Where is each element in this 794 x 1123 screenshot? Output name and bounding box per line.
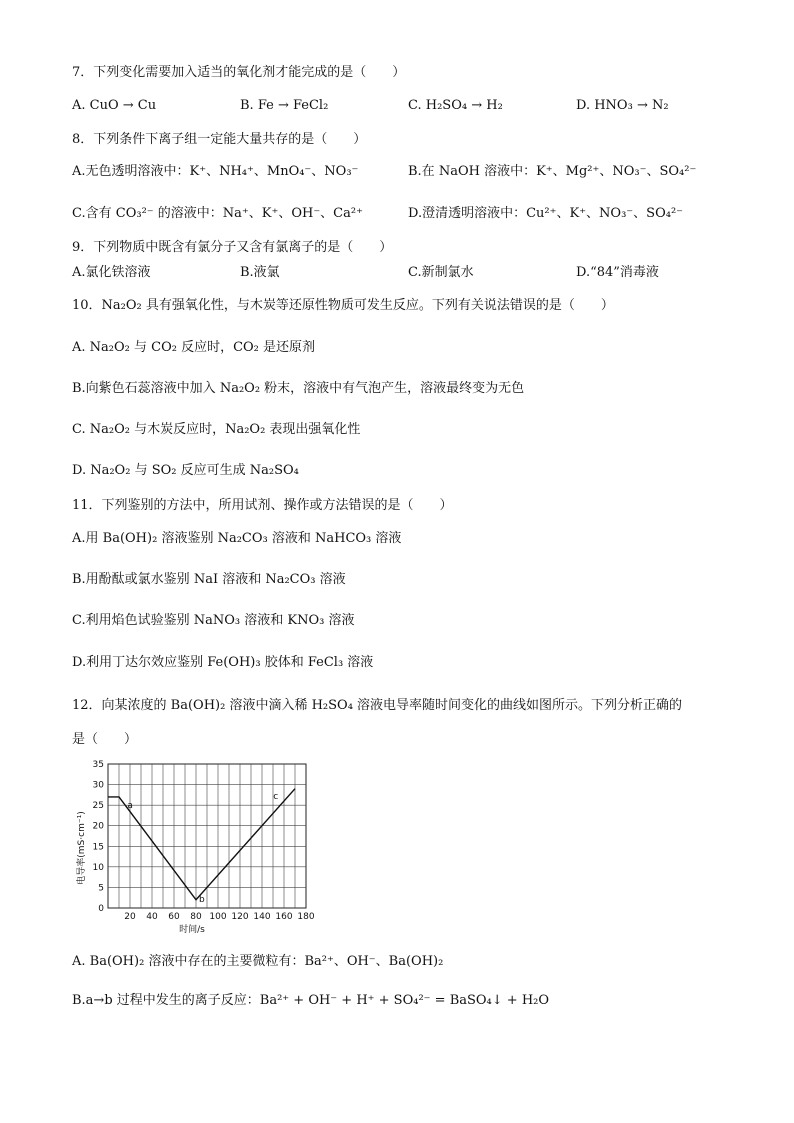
q11-stem: 11．下列鉴别的方法中，所用试剂、操作或方法错误的是（ ） [72, 498, 453, 513]
q7-option-c: C. H₂SO₄ → H₂ [408, 98, 503, 113]
q11-option-c: C.利用焰色试验鉴别 NaNO₃ 溶液和 KNO₃ 溶液 [72, 613, 355, 628]
q9-option-c: C.新制氯水 [408, 265, 474, 280]
y-tick-label: 10 [92, 862, 104, 873]
q10-stem: 10．Na₂O₂ 具有强氧化性，与木炭等还原性物质可发生反应。下列有关说法错误的是（ ） [72, 298, 614, 313]
y-tick-label: 0 [98, 904, 104, 914]
q11-option-d: D.利用丁达尔效应鉴别 Fe(OH)₃ 胶体和 FeCl₃ 溶液 [72, 655, 374, 670]
q8-option-a: A.无色透明溶液中：K⁺、NH₄⁺、MnO₄⁻、NO₃⁻ [72, 164, 359, 179]
q9-option-b: B.液氯 [240, 265, 280, 280]
y-tick-label: 35 [92, 760, 104, 770]
q12-stem-line2: 是（ ） [72, 732, 138, 747]
q11-option-a: A.用 Ba(OH)₂ 溶液鉴别 Na₂CO₃ 溶液和 NaHCO₃ 溶液 [72, 531, 402, 546]
q11-option-b: B.用酚酞或氯水鉴别 NaI 溶液和 Na₂CO₃ 溶液 [72, 572, 346, 587]
conductivity-chart [72, 758, 320, 938]
q10-option-a: A. Na₂O₂ 与 CO₂ 反应时，CO₂ 是还原剂 [72, 340, 316, 355]
y-tick-label: 25 [92, 801, 104, 812]
x-tick-label: 140 [253, 912, 271, 922]
q9-stem: 9．下列物质中既含有氯分子又含有氯离子的是（ ） [72, 240, 393, 255]
x-tick-label: 160 [275, 912, 293, 922]
x-tick-label: 40 [146, 912, 158, 922]
point-label-c: c [273, 792, 279, 803]
y-tick-label: 20 [92, 821, 104, 832]
q9-option-d: D.“84”消毒液 [576, 265, 659, 280]
y-axis-label: 电导率(mS·cm⁻¹) [77, 811, 87, 885]
y-tick-label: 30 [92, 780, 104, 791]
x-tick-label: 100 [209, 912, 227, 922]
q10-option-c: C. Na₂O₂ 与木炭反应时，Na₂O₂ 表现出强氧化性 [72, 422, 361, 437]
x-axis-label: 时间/s [179, 925, 205, 935]
q10-option-b: B.向紫色石蕊溶液中加入 Na₂O₂ 粉末，溶液中有气泡产生，溶液最终变为无色 [72, 381, 525, 396]
x-tick-label: 60 [168, 912, 180, 922]
point-label-a: a [127, 801, 133, 812]
q8-option-b: B.在 NaOH 溶液中：K⁺、Mg²⁺、NO₃⁻、SO₄²⁻ [408, 164, 697, 179]
q7-option-b: B. Fe → FeCl₂ [240, 98, 329, 113]
q8-option-c: C.含有 CO₃²⁻ 的溶液中：Na⁺、K⁺、OH⁻、Ca²⁺ [72, 206, 363, 221]
y-tick-label: 5 [98, 883, 104, 894]
q8-stem: 8．下列条件下离子组一定能大量共存的是（ ） [72, 132, 367, 147]
q7-option-d: D. HNO₃ → N₂ [576, 98, 669, 113]
x-tick-label: 80 [190, 912, 202, 922]
x-tick-label: 120 [231, 912, 249, 922]
y-tick-label: 15 [92, 842, 104, 853]
q10-option-d: D. Na₂O₂ 与 SO₂ 反应可生成 Na₂SO₄ [72, 463, 299, 478]
q12-stem-line1: 12．向某浓度的 Ba(OH)₂ 溶液中滴入稀 H₂SO₄ 溶液电导率随时间变化的曲线如图所示。下列分析正确的 [72, 698, 683, 713]
x-tick-label: 180 [297, 912, 315, 922]
q12-option-a: A. Ba(OH)₂ 溶液中存在的主要微粒有：Ba²⁺、OH⁻、Ba(OH)₂ [72, 954, 444, 969]
x-tick-label: 20 [124, 912, 136, 922]
conductivity-chart-svg [72, 758, 320, 938]
q12-option-b: B.a→b 过程中发生的离子反应：Ba²⁺ + OH⁻ + H⁺ + SO₄²⁻ = BaSO₄↓ + H₂O [72, 993, 550, 1008]
q7-stem: 7．下列变化需要加入适当的氧化剂才能完成的是（ ） [72, 65, 406, 80]
point-label-b: b [199, 894, 205, 905]
q8-option-d: D.澄清透明溶液中：Cu²⁺、K⁺、NO₃⁻、SO₄²⁻ [408, 206, 684, 221]
q7-option-a: A. CuO → Cu [72, 98, 157, 113]
q9-option-a: A.氯化铁溶液 [72, 265, 151, 280]
